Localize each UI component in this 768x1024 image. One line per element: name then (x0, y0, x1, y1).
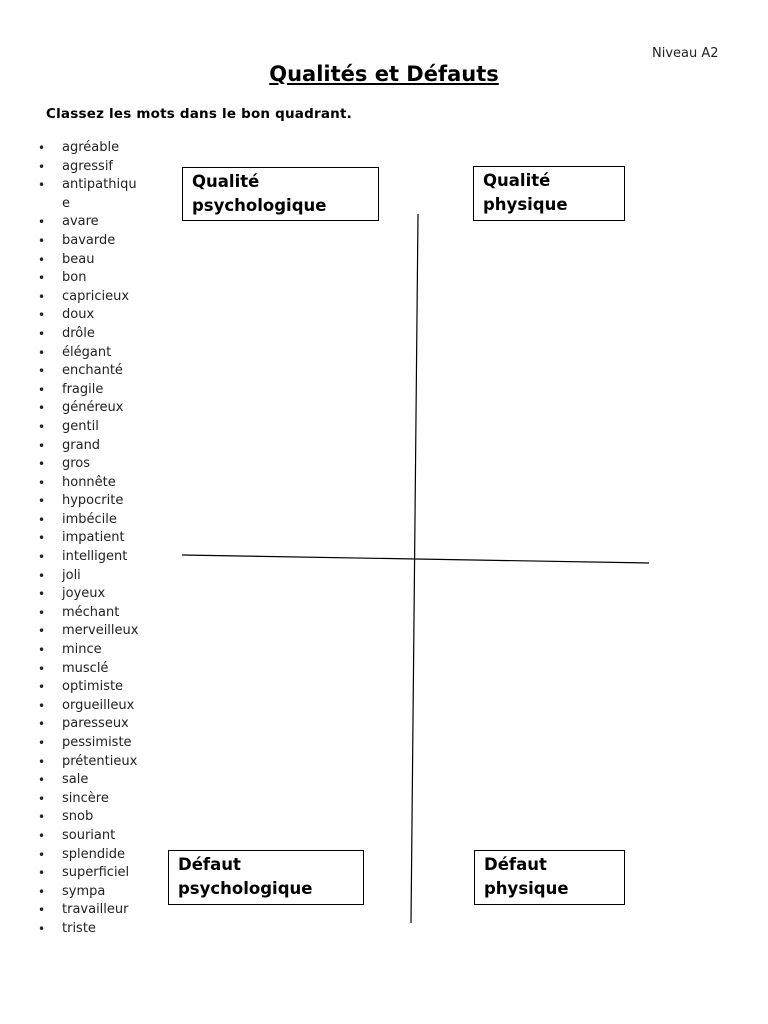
word-list-item: • joli (36, 567, 144, 586)
quadrant-label-line: Qualité (192, 172, 260, 191)
word-list-item: • superficiel (36, 864, 144, 883)
quadrant-label-defaut-physique (474, 850, 625, 905)
word-list-item: • souriant (36, 827, 144, 846)
word-list-item: • doux (36, 306, 144, 325)
word-list-item: • snob (36, 808, 144, 827)
word-list-item: • gentil (36, 418, 144, 437)
word-list-item: • élégant (36, 344, 144, 363)
word-list-item: • merveilleux (36, 622, 144, 641)
page-title: Qualités et Défauts (269, 62, 499, 86)
quadrant-label-line: physique (483, 195, 568, 214)
quadrant-label-line: Défaut (178, 855, 241, 874)
word-list-item: • pessimiste (36, 734, 144, 753)
word-list-item: • honnête (36, 474, 144, 493)
word-list-item: • drôle (36, 325, 144, 344)
word-list-item: • triste (36, 920, 144, 939)
word-list-item: • antipathiqu e (36, 176, 144, 213)
word-list-item: • sympa (36, 883, 144, 902)
word-list-item: • méchant (36, 604, 144, 623)
word-list-item: • fragile (36, 381, 144, 400)
quadrant-label-line: psychologique (192, 196, 327, 215)
word-list-item: • avare (36, 213, 144, 232)
quadrant-label-line: Défaut (484, 855, 547, 874)
word-list-item: • bon (36, 269, 144, 288)
word-list-item: • agréable (36, 139, 144, 158)
word-list-item: • travailleur (36, 901, 144, 920)
word-list-item: • optimiste (36, 678, 144, 697)
word-list-item: • paresseux (36, 715, 144, 734)
word-list-item: • généreux (36, 399, 144, 418)
word-list-item: • beau (36, 251, 144, 270)
word-list-item: • impatient (36, 529, 144, 548)
word-list-item: • gros (36, 455, 144, 474)
instruction-text: Classez les mots dans le bon quadrant. (46, 106, 352, 122)
quadrant-label-defaut-psychologique (168, 850, 364, 905)
quadrant-label-line: psychologique (178, 879, 313, 898)
level-label: Niveau A2 (652, 46, 719, 61)
word-list-item: • imbécile (36, 511, 144, 530)
word-list-item: • enchanté (36, 362, 144, 381)
word-list-item: • sale (36, 771, 144, 790)
word-list-item: • mince (36, 641, 144, 660)
word-list-item: • splendide (36, 846, 144, 865)
word-list-item: • bavarde (36, 232, 144, 251)
vertical-axis (411, 214, 418, 923)
quadrant-label-qualite-physique (473, 166, 625, 221)
horizontal-axis (182, 555, 649, 563)
word-list-item: • musclé (36, 660, 144, 679)
word-list-item: • sincère (36, 790, 144, 809)
word-list-item: • grand (36, 437, 144, 456)
quadrant-label-line: Qualité (483, 171, 551, 190)
quadrant-label-qualite-psychologique (182, 167, 379, 221)
word-list-item: • orgueilleux (36, 697, 144, 716)
word-list-item: • capricieux (36, 288, 144, 307)
word-list-item: • hypocrite (36, 492, 144, 511)
word-list (36, 139, 144, 939)
word-list-item: • prétentieux (36, 753, 144, 772)
quadrant-label-line: physique (484, 879, 569, 898)
word-list-item: • agressif (36, 158, 144, 177)
word-list-item: • intelligent (36, 548, 144, 567)
word-list-item: • joyeux (36, 585, 144, 604)
